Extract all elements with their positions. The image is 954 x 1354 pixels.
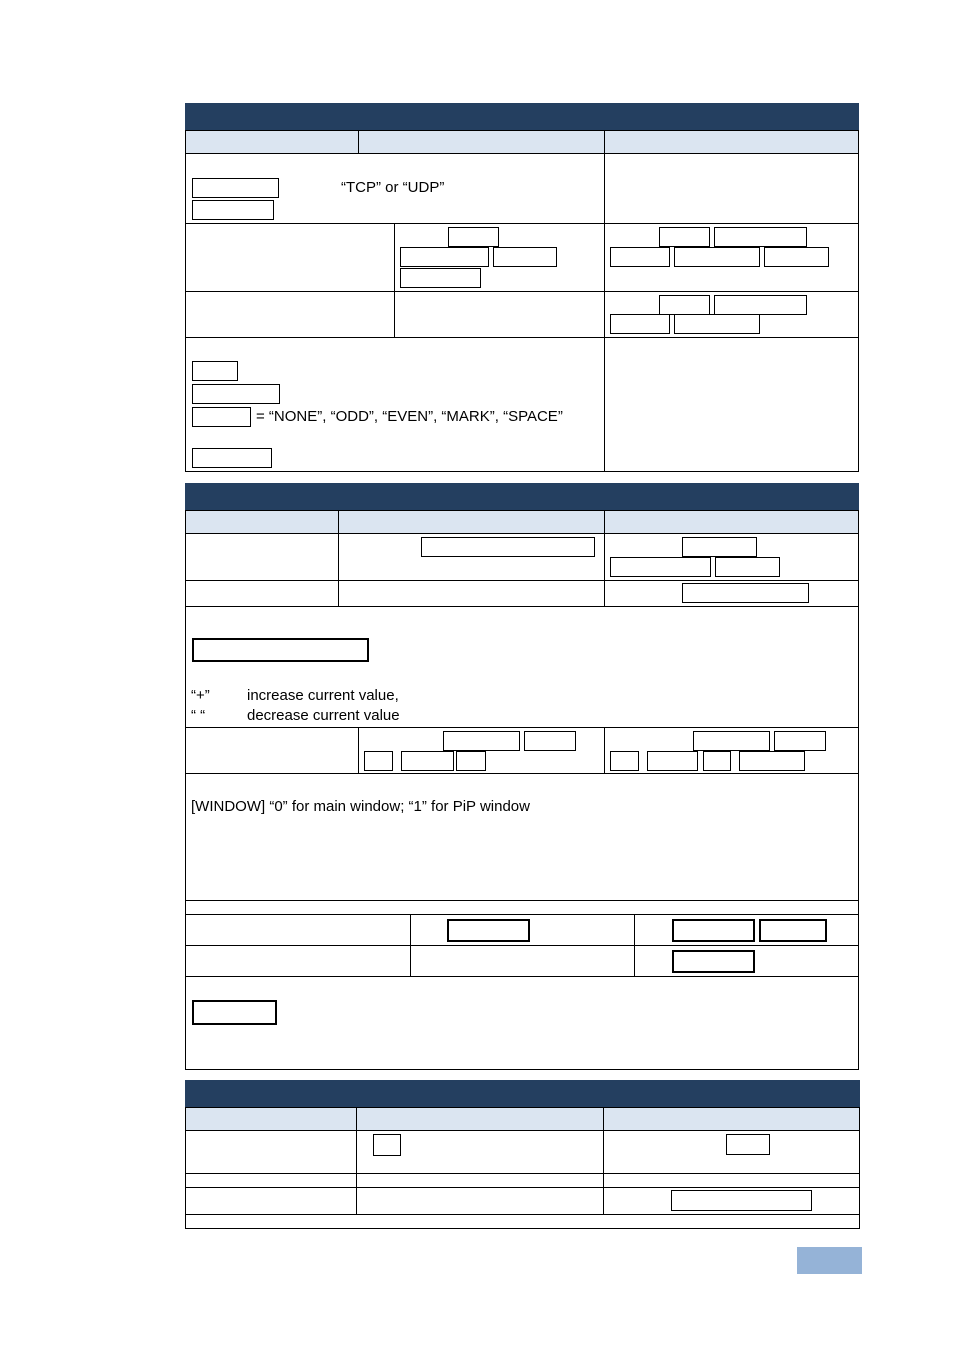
response-placeholder-box — [693, 731, 770, 751]
minus-symbol: “ “ — [191, 707, 206, 724]
response-placeholder-box — [674, 314, 760, 334]
table1-header-divider — [604, 130, 605, 154]
table2-column-divider — [358, 727, 359, 774]
minus-description: decrease current value — [247, 707, 400, 724]
response-placeholder-box — [714, 227, 807, 247]
response-placeholder-box — [610, 557, 711, 577]
syntax-placeholder-box — [447, 919, 530, 942]
syntax-placeholder-box — [443, 731, 520, 751]
parity-description: = “NONE”, “ODD”, “EVEN”, “MARK”, “SPACE” — [256, 408, 563, 425]
parameter-placeholder-box — [192, 638, 369, 662]
response-placeholder-box — [610, 314, 670, 334]
syntax-placeholder-box — [373, 1134, 401, 1156]
window-description: [WINDOW] “0” for main window; “1” for PiP window — [191, 798, 530, 815]
table2-row — [185, 773, 859, 901]
table1-title-band — [185, 103, 859, 130]
response-placeholder-box — [714, 295, 807, 315]
response-placeholder-box — [726, 1134, 770, 1155]
table2-column-divider — [604, 727, 605, 774]
response-placeholder-box — [659, 227, 710, 247]
parameter-placeholder-box — [192, 1000, 277, 1025]
plus-description: increase current value, — [247, 687, 399, 704]
table1-header-divider — [358, 130, 359, 154]
syntax-placeholder-box — [524, 731, 576, 751]
table3-header-row — [185, 1107, 860, 1131]
response-placeholder-box — [764, 247, 829, 267]
syntax-placeholder-box — [448, 227, 499, 247]
response-placeholder-box — [715, 557, 780, 577]
table2-title-band — [185, 483, 859, 510]
plus-symbol: “+” — [191, 687, 210, 704]
table1-row — [185, 153, 859, 224]
table2-spacer-row — [185, 900, 859, 915]
response-placeholder-box — [682, 583, 809, 603]
table3-row — [185, 1173, 860, 1188]
response-placeholder-box — [759, 919, 827, 942]
page-number-badge — [797, 1247, 862, 1274]
response-placeholder-box — [610, 247, 670, 267]
table1-row — [185, 337, 859, 472]
response-placeholder-box — [774, 731, 826, 751]
response-placeholder-box — [672, 950, 755, 973]
parameter-placeholder-box — [192, 361, 238, 381]
syntax-placeholder-box — [401, 751, 454, 771]
syntax-placeholder-box — [364, 751, 393, 771]
syntax-placeholder-box — [456, 751, 486, 771]
parameter-placeholder-box — [192, 178, 279, 198]
response-placeholder-box — [647, 751, 698, 771]
syntax-placeholder-box — [400, 268, 481, 288]
table3-title-band — [185, 1080, 860, 1107]
response-placeholder-box — [671, 1190, 812, 1211]
parameter-placeholder-box — [192, 448, 272, 468]
table1-header-row — [185, 130, 859, 154]
response-placeholder-box — [739, 751, 805, 771]
table2-row — [185, 945, 859, 977]
parameter-placeholder-box — [192, 407, 251, 427]
table2-header-row — [185, 510, 859, 534]
response-placeholder-box — [659, 295, 710, 315]
table3-spacer-row — [185, 1214, 860, 1229]
parameter-placeholder-box — [192, 200, 274, 220]
parameter-placeholder-box — [192, 384, 280, 404]
response-placeholder-box — [672, 919, 755, 942]
syntax-placeholder-box — [493, 247, 557, 267]
response-placeholder-box — [703, 751, 731, 771]
table2-row — [185, 976, 859, 1070]
response-placeholder-box — [682, 537, 757, 557]
syntax-placeholder-box — [400, 247, 489, 267]
response-placeholder-box — [674, 247, 760, 267]
syntax-placeholder-box — [421, 537, 595, 557]
response-placeholder-box — [610, 751, 639, 771]
protocol-description: “TCP” or “UDP” — [341, 179, 445, 196]
